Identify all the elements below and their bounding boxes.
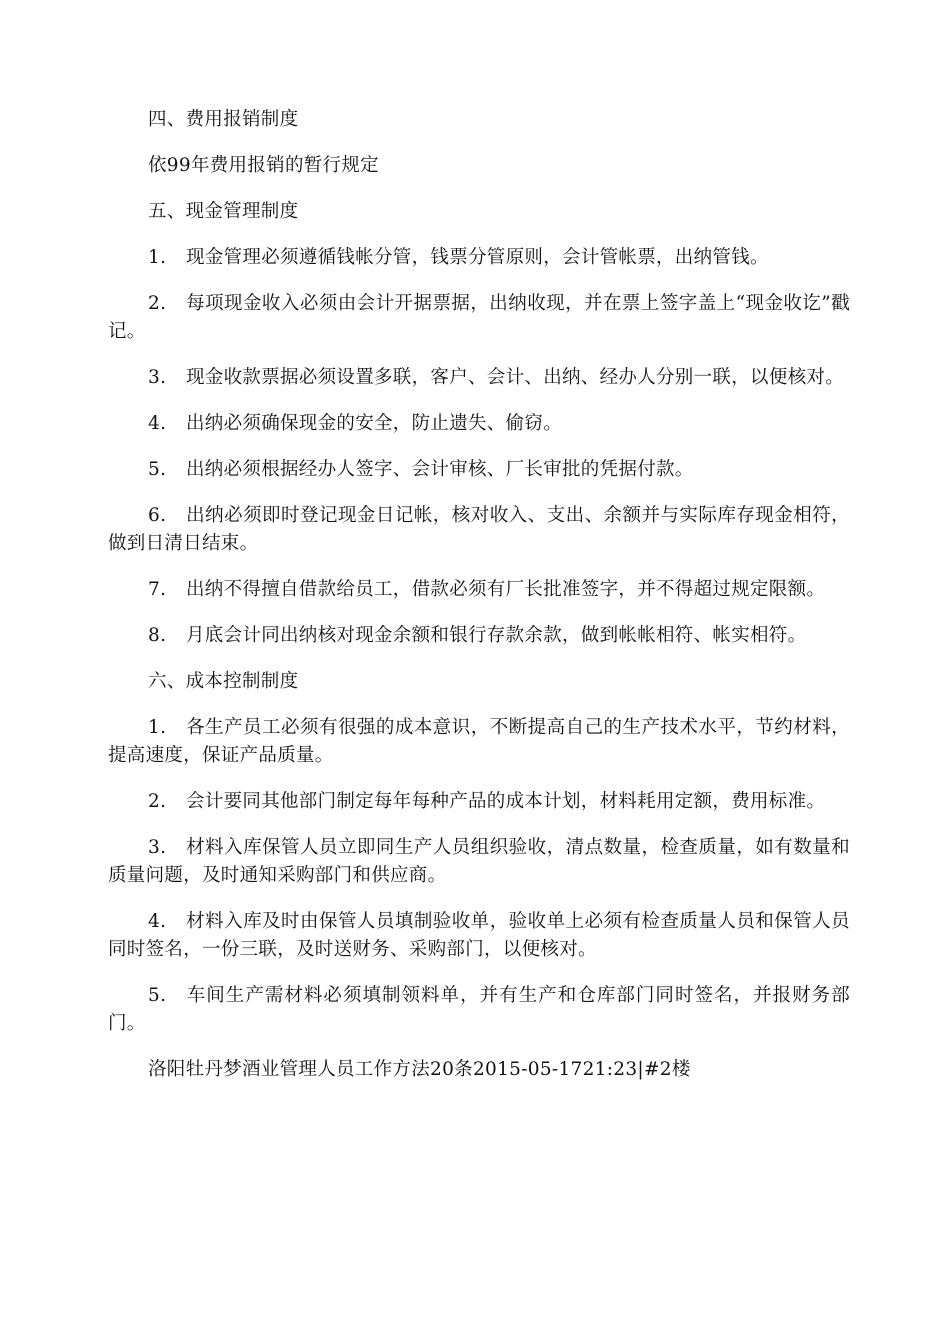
item-text: 材料入库保管人员立即同生产人员组织验收，清点数量，检查质量，如有数量和质量问题，及时通知采购部门和供应商。 [108, 837, 850, 886]
section-heading-cash: 五、现金管理制度 [148, 201, 299, 222]
cash-item [108, 290, 850, 346]
cash-item [108, 410, 850, 438]
item-text: 现金管理必须遵循钱帐分管，钱票分管原则，会计管帐票，出纳管钱。 [186, 247, 769, 268]
item-number: 5. [148, 985, 167, 1006]
item-number: 1. [148, 247, 167, 268]
cash-item [108, 502, 850, 558]
item-text: 现金收款票据必须设置多联，客户、会计、出纳、经办人分别一联，以便核对。 [186, 367, 845, 388]
item-number: 4. [148, 911, 167, 932]
item-text: 出纳必须根据经办人签字、会计审核、厂长审批的凭据付款。 [186, 459, 694, 480]
cost-item [108, 908, 850, 964]
item-text: 车间生产需材料必须填制领料单，并有生产和仓库部门同时签名，并报财务部门。 [108, 985, 850, 1034]
footer-line: 洛阳牡丹梦酒业管理人员工作方法20条2015-05-1721:23|#2楼 [148, 1059, 691, 1080]
item-text: 出纳必须即时登记现金日记帐，核对收入、支出、余额并与实际库存现金相符，做到日清日结束。 [108, 505, 850, 554]
cost-item [108, 788, 850, 816]
item-number: 1. [148, 717, 167, 738]
cash-item [108, 456, 850, 484]
item-text: 会计要同其他部门制定每年每种产品的成本计划，材料耗用定额，费用标准。 [186, 791, 826, 812]
cost-item [108, 982, 850, 1038]
item-number: 8. [148, 625, 167, 646]
cash-item [108, 244, 850, 272]
cost-item [108, 834, 850, 890]
item-text: 每项现金收入必须由会计开据票据，出纳收现，并在票上签字盖上“现金收讫”戳记。 [108, 293, 850, 342]
item-number: 3. [148, 367, 167, 388]
cash-item [108, 364, 850, 392]
cash-item [108, 576, 850, 604]
item-number: 6. [148, 505, 167, 526]
item-number: 3. [148, 837, 167, 858]
section-heading-cost: 六、成本控制制度 [148, 671, 299, 692]
item-number: 7. [148, 579, 167, 600]
item-number: 2. [148, 791, 167, 812]
expense-rule-text: 依99年费用报销的暂行规定 [148, 155, 379, 176]
cash-item [108, 622, 850, 650]
section-heading-expense: 四、费用报销制度 [148, 109, 299, 130]
document-body [108, 106, 850, 1102]
item-number: 5. [148, 459, 167, 480]
item-text: 出纳不得擅自借款给员工，借款必须有厂长批准签字，并不得超过规定限额。 [186, 579, 826, 600]
item-number: 4. [148, 413, 167, 434]
item-text: 月底会计同出纳核对现金余额和银行存款余款，做到帐帐相符、帐实相符。 [186, 625, 807, 646]
item-text: 各生产员工必须有很强的成本意识，不断提高自己的生产技术水平，节约材料，提高速度，保证产品质量。 [108, 717, 850, 766]
cost-item [108, 714, 850, 770]
item-text: 材料入库及时由保管人员填制验收单，验收单上必须有检查质量人员和保管人员同时签名，一份三联，及时送财务、采购部门，以便核对。 [108, 911, 850, 960]
item-number: 2. [148, 293, 167, 314]
item-text: 出纳必须确保现金的安全，防止遗失、偷窃。 [186, 413, 563, 434]
